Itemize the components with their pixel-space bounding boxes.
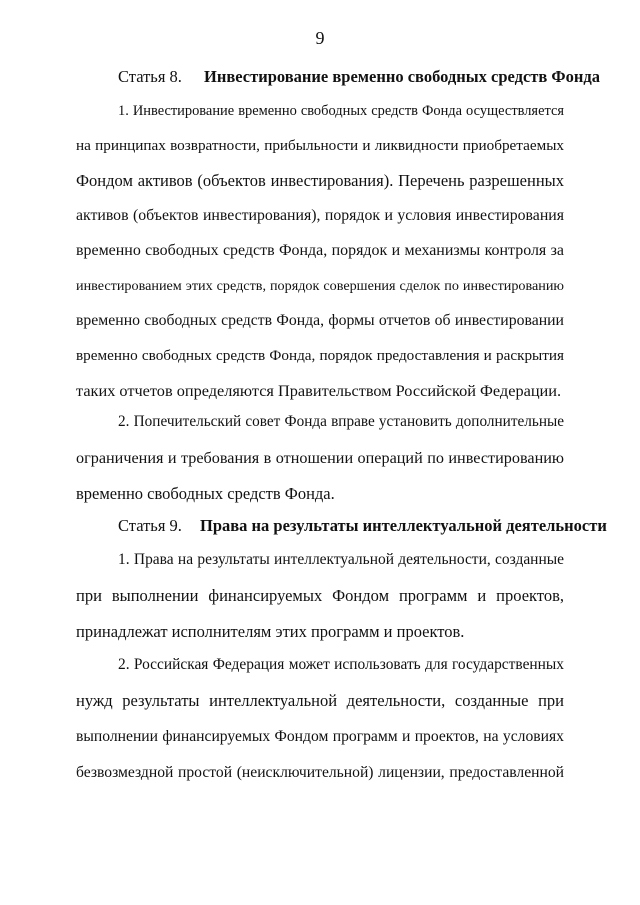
text-line: 1. Права на результаты интеллектуальной деятельности, созданные bbox=[118, 551, 564, 568]
text-line: временно свободных средств Фонда, порядок и механизмы контроля за bbox=[76, 242, 564, 259]
text-line: 2. Попечительский совет Фонда вправе установить дополнительные bbox=[118, 413, 564, 430]
text-line: на принципах возвратности, прибыльности и ликвидности приобретаемых bbox=[76, 137, 564, 154]
text-line: безвозмездной простой (неисключительной) лицензии, предоставленной bbox=[76, 764, 564, 781]
article-9-heading bbox=[118, 516, 607, 536]
article-8-label: Статья 8. bbox=[118, 67, 182, 86]
text-line: при выполнении финансируемых Фондом программ и проектов, bbox=[76, 586, 564, 605]
text-line: принадлежат исполнителям этих программ и проектов. bbox=[76, 622, 465, 641]
text-line: инвестированием этих средств, порядок совершения сделок по инвестированию bbox=[76, 278, 564, 294]
article-8-heading bbox=[118, 67, 600, 87]
page-number: 9 bbox=[315, 28, 325, 48]
text-line: временно свободных средств Фонда, порядок предоставления и раскрытия bbox=[76, 347, 564, 364]
text-line: выполнении финансируемых Фондом программ и проектов, на условиях bbox=[76, 728, 564, 745]
text-line: нужд результаты интеллектуальной деятельности, созданные при bbox=[76, 691, 564, 710]
text-line: временно свободных средств Фонда, формы отчетов об инвестировании bbox=[76, 312, 564, 329]
text-line: 2. Российская Федерация может использовать для государственных bbox=[118, 656, 564, 673]
text-line: Фондом активов (объектов инвестирования). Перечень разрешенных bbox=[76, 171, 564, 190]
text-line: временно свободных средств Фонда. bbox=[76, 484, 335, 503]
article-9-label: Статья 9. bbox=[118, 516, 182, 535]
text-line: ограничения и требования в отношении операций по инвестированию bbox=[76, 449, 564, 467]
text-line: 1. Инвестирование временно свободных средств Фонда осуществляется bbox=[118, 103, 564, 119]
article-8-title: Инвестирование временно свободных средств Фонда bbox=[204, 67, 600, 86]
text-line: таких отчетов определяются Правительством Российской Федерации. bbox=[76, 381, 562, 400]
text-line: активов (объектов инвестирования), порядок и условия инвестирования bbox=[76, 207, 564, 224]
article-9-title: Права на результаты интеллектуальной деятельности bbox=[200, 516, 607, 535]
